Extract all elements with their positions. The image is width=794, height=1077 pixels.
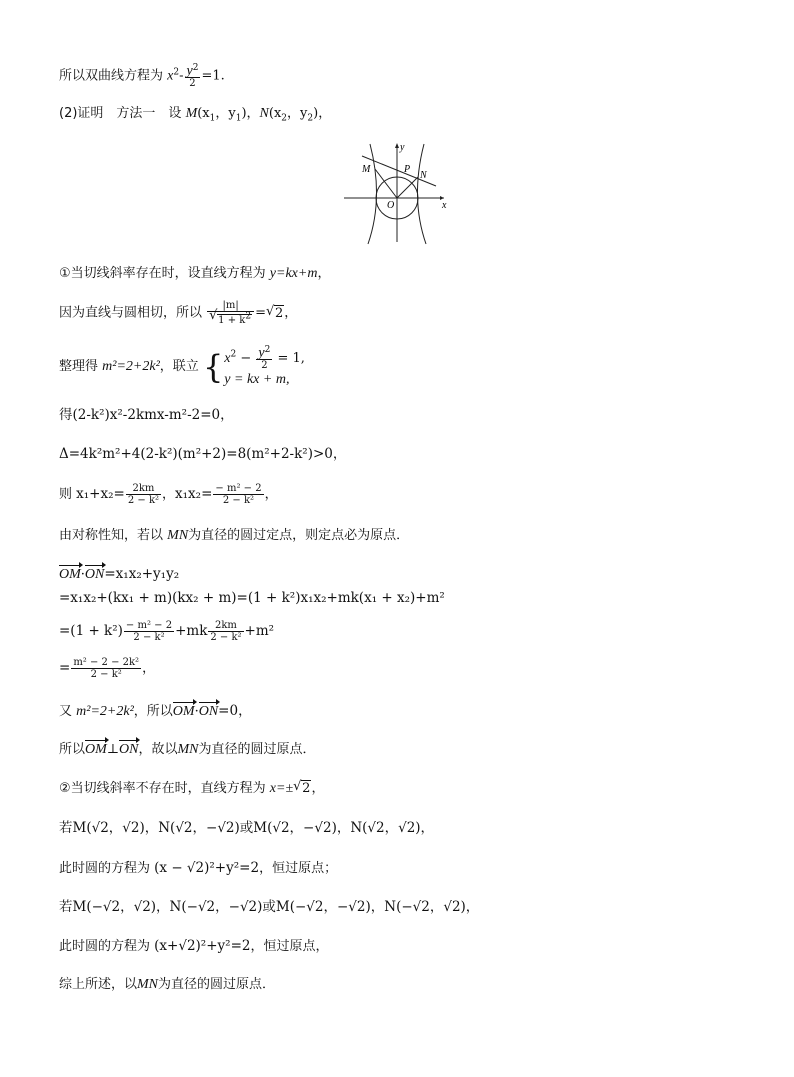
case2-points-line-2 [59,898,479,917]
text: 整理得 [59,359,99,375]
expansion-line [59,589,445,608]
line-equation: y=kx+m [269,266,318,281]
symmetry-line: 由对称性知，若以 MN为直径的圆过定点，则定点必为原点． [59,528,410,543]
text: ①当切线斜率存在时，设直线方程为 [59,266,266,281]
vector-om: OM [59,567,81,582]
hyperbola-circle-diagram [340,140,452,248]
simplify-system-line: 整理得 m²=2+2k²，联立 {$x^2$ − $\frac{y^2}{2}$ = 1, y = kx + m, [59,345,305,388]
point-m: M [185,106,198,121]
quadratic-line [59,406,234,425]
circle-equation-line-2: 此时圆的方程为 (x+√2)²+y²=2，恒过原点， [59,938,329,954]
label-p: P [404,164,411,175]
case2-points-line-1 [59,819,434,838]
text: =x₁x₂+(kx₁ + m)(kx₂ + m)=(1 + k²)x₁x₂+mk(x₁ + x₂)+m² [59,590,445,606]
equation: m²=2+2k² [102,359,160,375]
discriminant-line [59,445,346,464]
text: (2)证明 方法一 设 [59,106,182,121]
substitution-line: =(1 + k²) $\frac{\text{− m² − 2}}{\text{2 − k²}}$ +mk $\frac{2km}{\text{2 − k²}}$ +m² [59,620,275,643]
zero-dot-line: 又 m²=2+2k²，所以OM·ON=0， [59,703,252,719]
text: 若M(−√2，√2)，N(−√2，−√2)或M(−√2，−√2)，N(−√2，√2)， [59,899,480,915]
vector-on: ON [84,567,105,582]
circle-equation-line-1: 此时圆的方程为 (x − √2)²+y²=2，恒过原点； [59,860,338,876]
label-m: M [362,164,371,175]
case1-line: ①当切线斜率存在时，设直线方程为 y=kx+m， [59,266,331,281]
text: Δ=4k²m²+4(2-k²)(m²+2)=8(m²+2-k²)>0， [59,446,347,462]
label-x: x [442,200,447,211]
text: 因为直线与圆相切，所以 [59,305,203,321]
label-o: O [387,200,395,211]
text: 得(2-k²)x²-2kmx-m²-2=0， [59,407,234,423]
hyperbola-right-branch [417,144,426,244]
label-n: N [420,170,427,181]
segment-om [375,169,397,198]
vieta-line: 则 x₁+x₂= $\frac{2km}{\text{2 − k²}}$ ，x₁x₂= $\frac{\text{− m² − 2}}{\text{2 − k²}}$ ， [59,483,278,506]
label-y: y [400,142,405,153]
text: =1. [201,68,225,84]
text: 由对称性知，若以 [59,528,164,543]
proof-intro-line: (2)证明 方法一 设 $M(x_1$，$y_1$)，$N(x_2$，$y_2$)， [59,106,332,124]
text: ②当切线斜率不存在时，直线方程为 [59,781,266,796]
case2-line: ②当切线斜率不存在时，直线方程为 x=±√ 2， [59,780,324,798]
dot-product-line: OM·ON=x₁x₂+y₁y₂ [59,566,180,582]
hyperbola-equation-line: 所以双曲线方程为 $x^2-$ $\frac{y^2}{2}$ =1. [59,63,225,90]
result-line: = $\frac{\text{m² − 2 − 2k²}}{\text{2 − k²}}$ ， [59,657,156,680]
text: 则 [59,487,73,502]
point-n: N [259,106,269,121]
conclusion-line: 综上所述，以MN为直径的圆过原点． [59,977,276,992]
text: 所以双曲线方程为 [59,68,164,84]
y-arrow-icon [395,143,399,148]
text: 若M(√2，√2)，N(√2，−√2)或M(√2，−√2)，N(√2，√2)， [59,820,435,836]
tangency-condition-line: 因为直线与圆相切，所以 |m| √ $1 + k^2$ =√ 2， [59,300,297,326]
perpendicular-line: 所以OM⊥ON，故以MN为直径的圆过原点． [59,742,316,757]
